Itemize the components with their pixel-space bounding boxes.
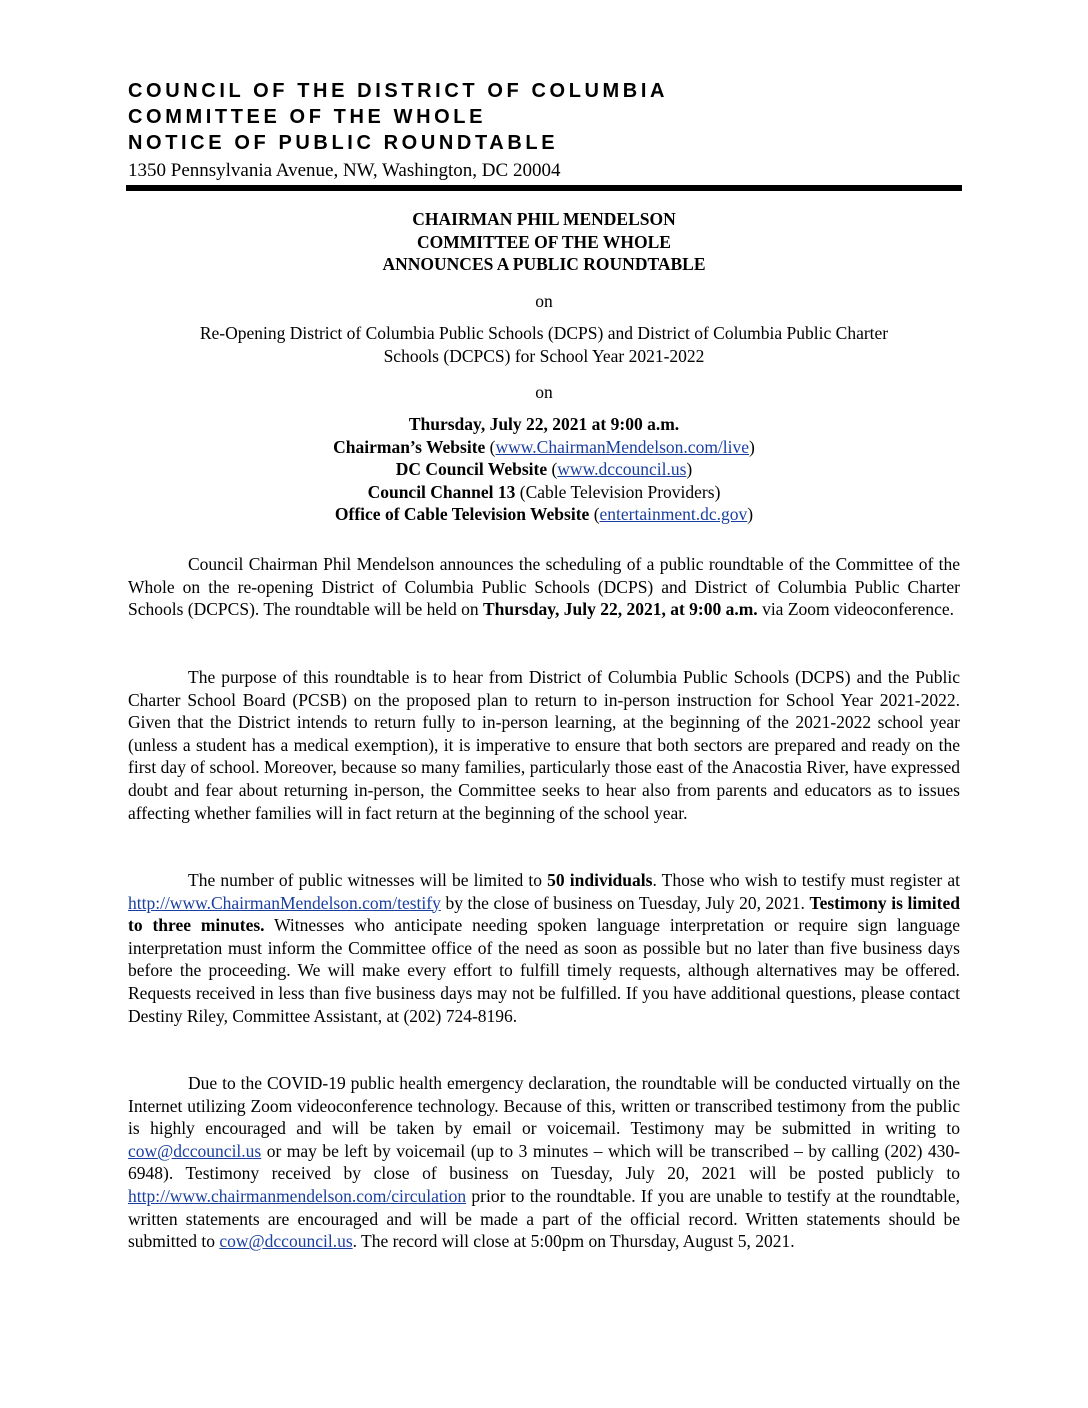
on-connector-2 (128, 381, 960, 404)
roundtable-topic (128, 322, 960, 367)
p3-text-b: . Those who wish to testify must register at (652, 870, 960, 890)
on-text-2: on (535, 382, 553, 402)
announcement-block (128, 208, 960, 276)
topic-line-2: Schools (DCPCS) for School Year 2021-2022 (383, 345, 705, 366)
p3-text-d: Witnesses who anticipate needing spoken language interpretation or require sign language interpretation must inform the Committee office of the need as soon as possible but no later than five business days before the proceeding. We will make every effort to fulfill timely requests, although alternatives may be offered. Requests received in less than five business days may not be fulfilled. If you have additional questions, please contact Destiny Riley, Committee Assistant, at (202) 724-8196. (128, 915, 961, 1026)
scheduling-paragraph (128, 553, 960, 621)
committee-line: COMMITTEE OF THE WHOLE (417, 231, 671, 252)
event-datetime: Thursday, July 22, 2021 at 9:00 a.m. (408, 414, 680, 434)
committee-heading: COMMITTEE OF THE WHOLE (128, 106, 487, 128)
p3-time-limit: Testimony is limited to three minutes. (128, 892, 960, 936)
council-website-label: DC Council Website (395, 459, 548, 479)
event-details: Thursday, July 22, 2021 at 9:00 a.m. Chairman’s Website (www.ChairmanMendelson.com/live) DC Council Website (www.dccouncil.us) Council Channel 13 (Cable Television Providers) Office of Cable Television Website (entertainment.dc.gov) (128, 413, 960, 526)
announces-line: ANNOUNCES A PUBLIC ROUNDTABLE (382, 254, 706, 274)
on-connector (128, 290, 960, 313)
p3-witness-limit: 50 individuals (547, 870, 653, 890)
council-website-link[interactable]: www.dccouncil.us (557, 459, 687, 479)
p2-text: The purpose of this roundtable is to hear from District of Columbia Public Schools (DCPS) and the Public Charter School Board (PCSB) on the proposed plan to return to in-person instruction for School Year 2021-2022. Given that the District intends to return fully to in-person learning, at the beginning of the 2021-2022 school year (unless a student has a medical exemption), it is imperative to ensure that both sectors are prepared and ready on the first day of school. Moreover, because so many families, particularly those east of the Anacostia River, have expressed doubt and fear about returning in-person, the Committee seeks to hear also from parents and educators as to issues affecting whether families will in fact return at the beginning of the school year. (128, 667, 960, 823)
channel-note: (Cable Television Providers) (519, 481, 721, 502)
purpose-paragraph (128, 666, 960, 824)
p4-text-a: Due to the COVID-19 public health emergency declaration, the roundtable will be conducted virtually on the Internet utilizing Zoom videoconference technology. Because of this, written or transcribed testimony from the public is highly encouraged and will be taken by email or voicemail. Testimony may be submitted in writing to (128, 1073, 960, 1139)
council-address: 1350 Pennsylvania Avenue, NW, Washington, DC 20004 (128, 160, 561, 181)
on-text: on (535, 291, 553, 311)
topic-line-1: Re-Opening District of Columbia Public Schools (DCPS) and District of Columbia Public Charter (199, 323, 889, 343)
p4-text-b: or may be left by voicemail (up to 3 minutes – which will be transcribed – by calling (202) 430-6948). Testimony received by close of business on Tuesday, July 20, 2021 will be posted publicly to (128, 1140, 960, 1184)
circulation-link[interactable]: http://www.chairmanmendelson.com/circulation (128, 1185, 467, 1206)
testify-link[interactable]: http://www.ChairmanMendelson.com/testify (128, 892, 441, 913)
covid-paragraph (128, 1072, 960, 1253)
p3-text-c: by the close of business on Tuesday, July 20, 2021. (440, 892, 810, 913)
chairman-website-label: Chairman’s Website (333, 436, 486, 457)
p4-text-c: prior to the roundtable. If you are unable to testify at the roundtable, written statements are encouraged and will be made a part of the official record. Written statements should be submitted to (128, 1185, 960, 1252)
channel-label: Council Channel 13 (367, 481, 516, 502)
cow-email-link-2[interactable]: cow@dccouncil.us (219, 1231, 353, 1252)
council-heading: COUNCIL OF THE DISTRICT OF COLUMBIA (128, 80, 669, 102)
cow-email-link[interactable]: cow@dccouncil.us (128, 1140, 262, 1161)
witness-paragraph (128, 869, 960, 1027)
octv-website-label: Office of Cable Television Website (334, 504, 590, 524)
p1-text-b: via Zoom videoconference. (757, 599, 954, 620)
p1-date-bold: Thursday, July 22, 2021, at 9:00 a.m. (483, 599, 758, 620)
chairman-line: CHAIRMAN PHIL MENDELSON (412, 209, 676, 229)
notice-heading: NOTICE OF PUBLIC ROUNDTABLE (128, 132, 559, 154)
header-divider (126, 185, 962, 191)
octv-website-link[interactable]: entertainment.dc.gov (599, 504, 748, 524)
p1-text-a: Council Chairman Phil Mendelson announces the scheduling of a public roundtable of the Committee of the Whole on the re-opening District of Columbia Public Schools (DCPS) and District of Columbia Public Charter Schools (DCPCS). The roundtable will be held on (128, 554, 960, 620)
p3-text-a: The number of public witnesses will be limited to (188, 870, 548, 890)
p4-text-d: . The record will close at 5:00pm on Thursday, August 5, 2021. (352, 1231, 795, 1252)
chairman-website-link[interactable]: www.ChairmanMendelson.com/live (495, 436, 750, 457)
